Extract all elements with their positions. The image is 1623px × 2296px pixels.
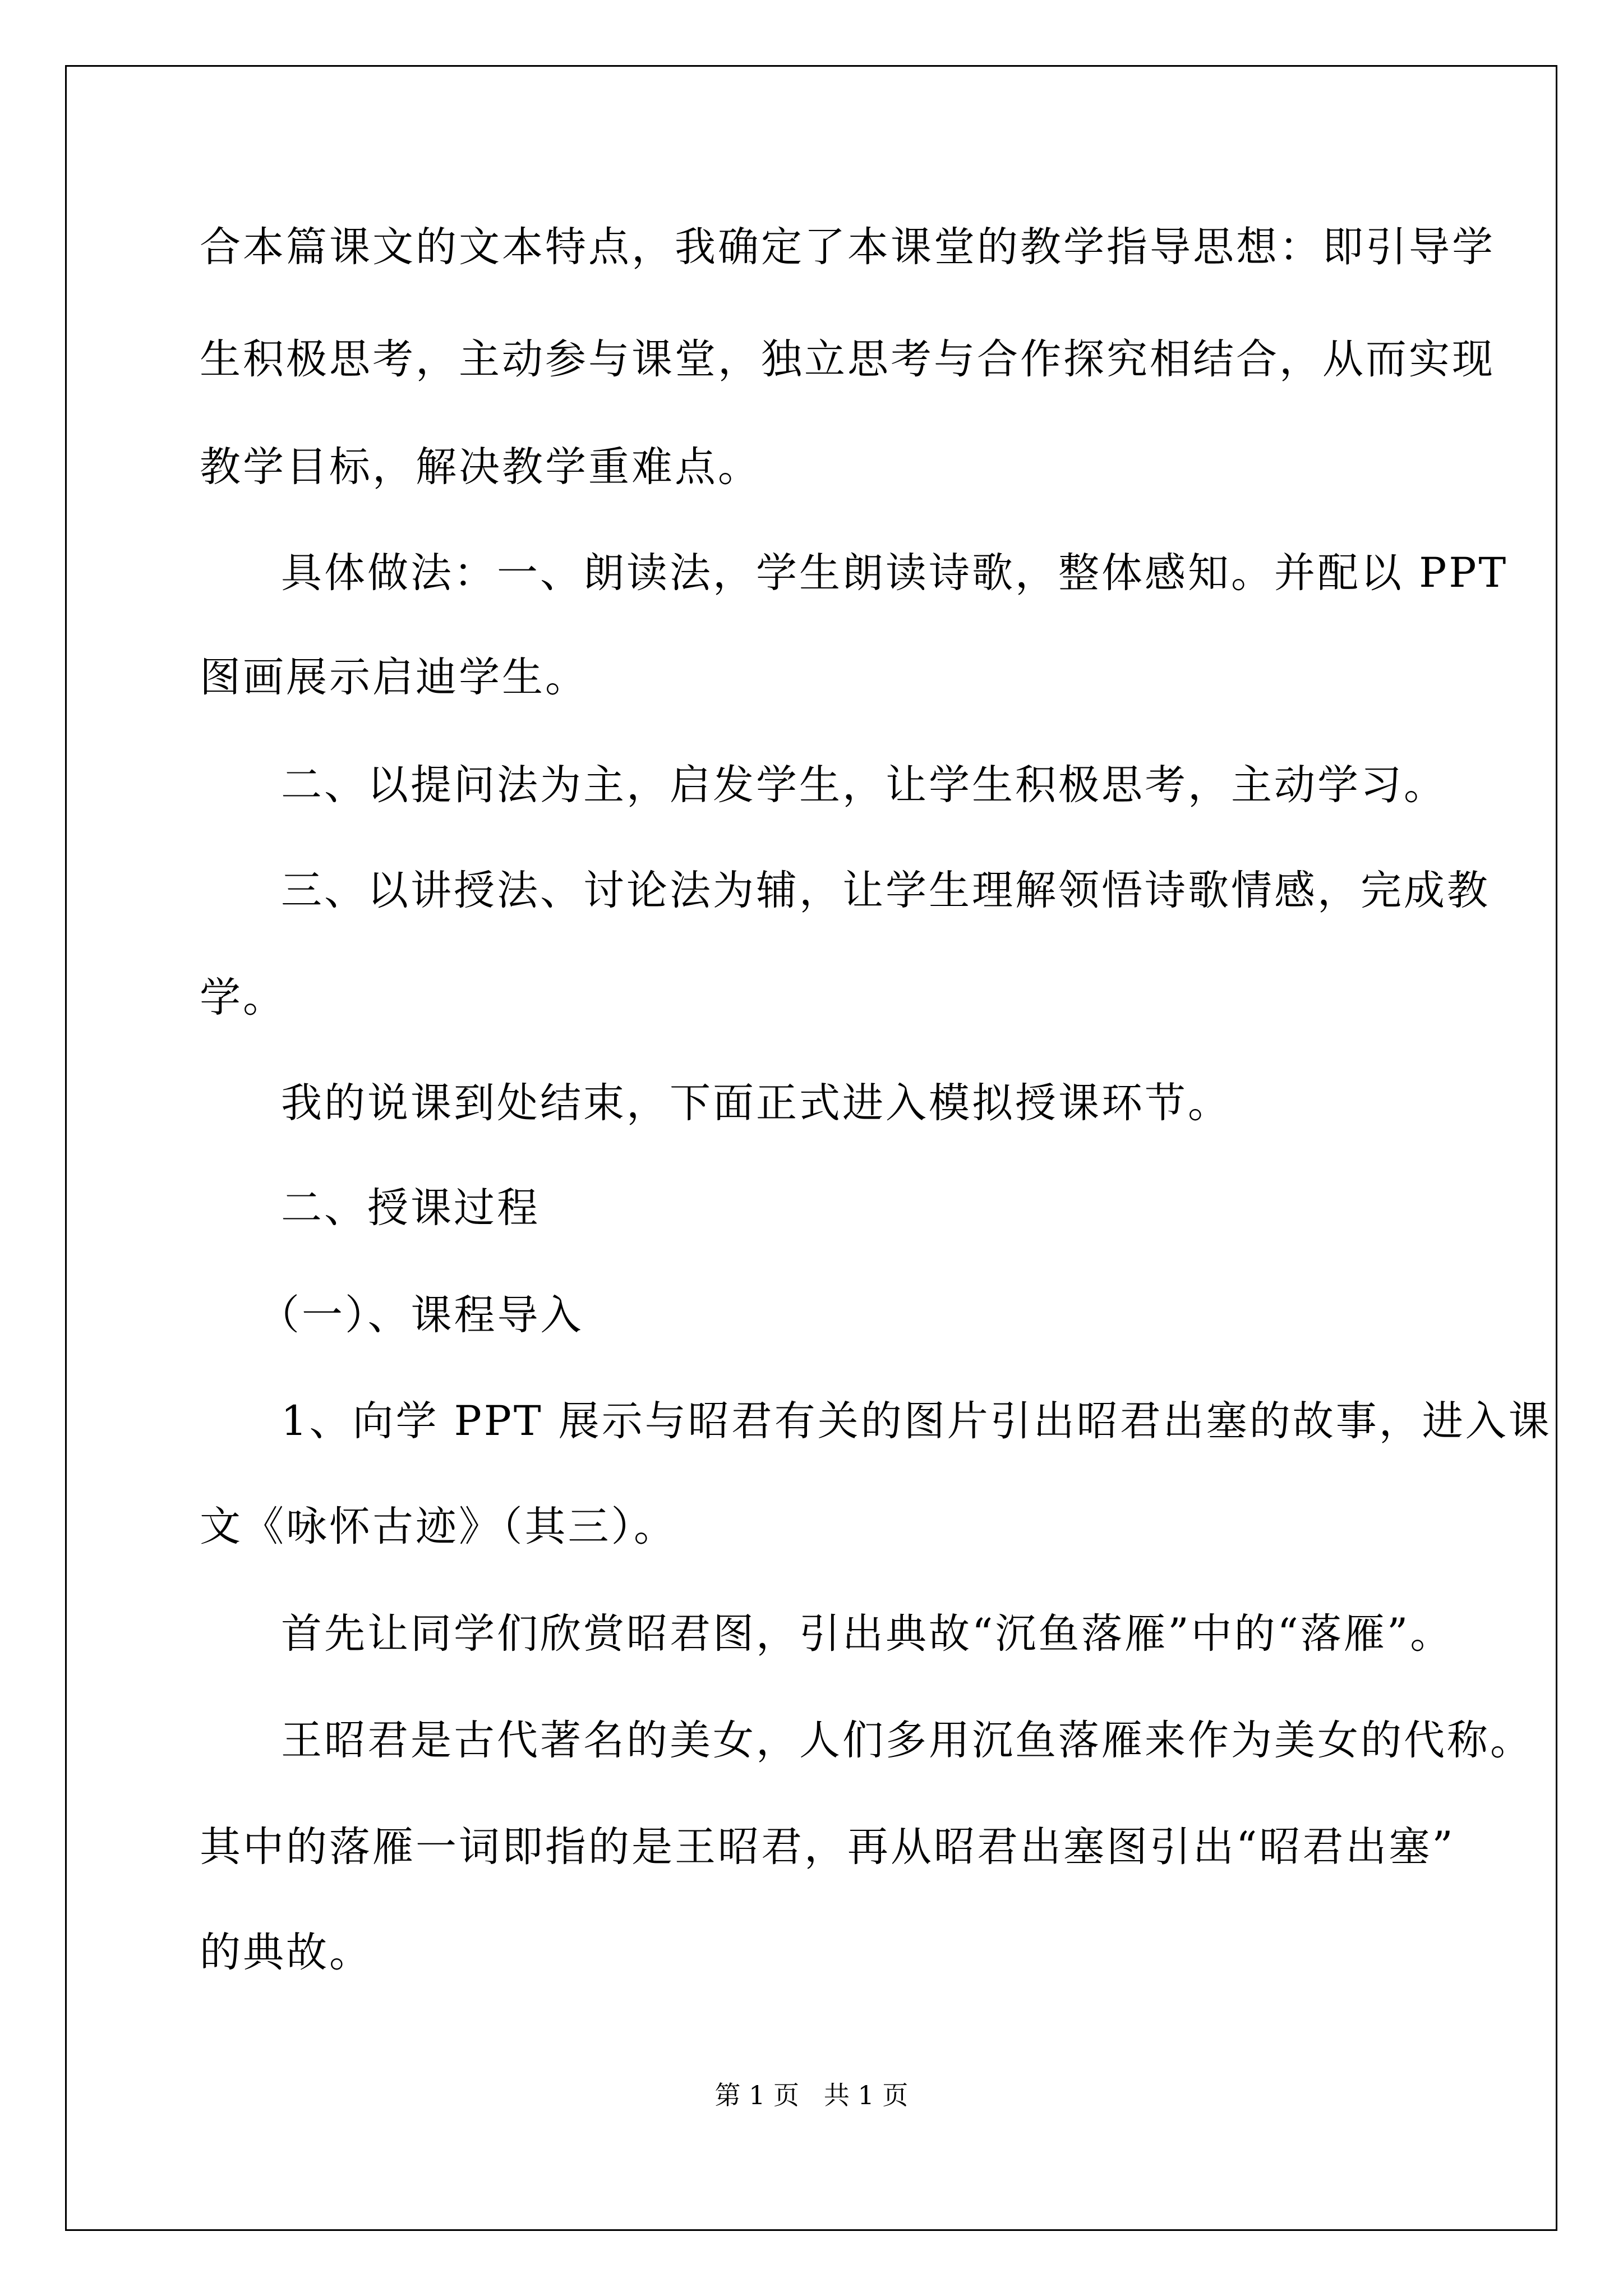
text-line: 具体做法：一、朗读法，学生朗读诗歌，整体感知。并配以 PPT xyxy=(281,549,1509,597)
page-border xyxy=(65,65,1557,2231)
text-line: 学。 xyxy=(200,974,286,1022)
text-line: 教学目标，解决教学重难点。 xyxy=(200,443,761,491)
text-line: 1、向学 PPT 展示与昭君有关的图片引出昭君出塞的故事，进入课 xyxy=(281,1397,1552,1445)
section-heading: 二、授课过程 xyxy=(281,1184,540,1232)
page-number: 第 1 页 共 1 页 xyxy=(714,2080,909,2110)
text-line: 文《咏怀古迹》（其三）。 xyxy=(200,1503,677,1550)
text-line: 图画展示启迪学生。 xyxy=(200,654,588,701)
text-line: 其中的落雁一词即指的是王昭君，再从昭君出塞图引出“昭君出塞” xyxy=(200,1823,1455,1871)
text-line: 三、以讲授法、讨论法为辅，让学生理解领悟诗歌情感，完成教 xyxy=(281,867,1490,914)
text-line: 我的说课到处结束，下面正式进入模拟授课环节。 xyxy=(281,1079,1231,1127)
text-line: 二、以提问法为主，启发学生，让学生积极思考，主动学习。 xyxy=(281,761,1447,809)
text-line: 合本篇课文的文本特点，我确定了本课堂的教学指导思想：即引导学 xyxy=(200,223,1495,271)
text-line: 生积极思考，主动参与课堂，独立思考与合作探究相结合，从而实现 xyxy=(200,335,1495,383)
text-line: 首先让同学们欣赏昭君图，引出典故“沉鱼落雁”中的“落雁”。 xyxy=(281,1610,1454,1658)
subsection-heading: （一）、课程导入 xyxy=(259,1291,584,1339)
text-line: 王昭君是古代著名的美女，人们多用沉鱼落雁来作为美女的代称。 xyxy=(281,1717,1533,1764)
text-line: 的典故。 xyxy=(200,1929,372,1976)
